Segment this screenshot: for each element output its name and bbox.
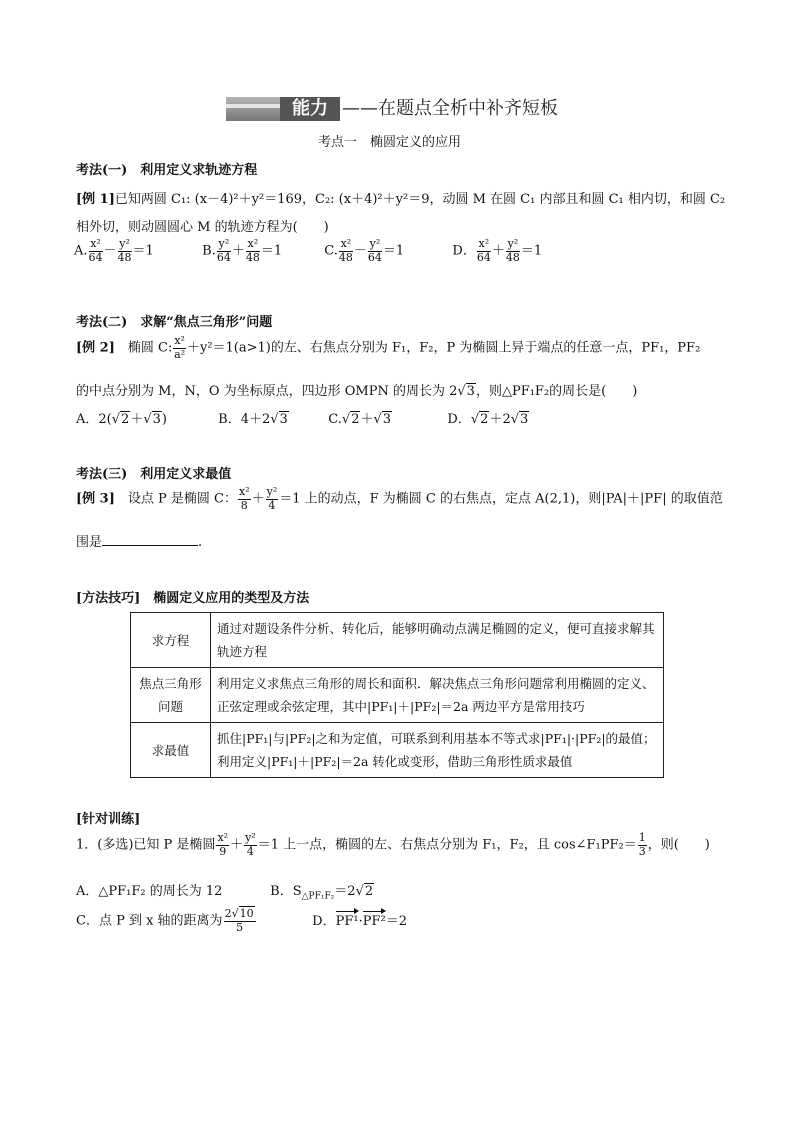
training-option-c: C．点 P 到 x 轴的距离为 $\frac{2√10}{5}$ — [76, 907, 254, 934]
banner-decoration — [226, 97, 280, 121]
example1-option-b: B. $\frac{\text{y²}}{64}$ ＋ $\frac{\text{x²}}{48}$ ＝1 — [202, 237, 283, 264]
training-option-d: D．PF¹·PF²＝2 — [312, 913, 407, 929]
method2-title: 考法(二) 求解“焦点三角形”问题 — [76, 315, 273, 330]
example2-option-c: C.√2＋√3 — [328, 412, 392, 427]
table-key: 求最值 — [131, 723, 211, 778]
section-title: 考点一 椭圆定义的应用 — [318, 135, 462, 150]
example2-line2: 的中点分别为 M，N，O 为坐标原点，四边形 OMPN 的周长为 2√3，则△PF₁F₂的周长是( ) — [76, 384, 638, 399]
example1-option-a: A. $\frac{\text{x²}}{64}$ － $\frac{\text{y²}}{48}$ ＝1 — [74, 237, 154, 264]
method1-title: 考法(一) 利用定义求轨迹方程 — [76, 163, 258, 178]
example2-option-d: D．√2＋2√3 — [447, 412, 529, 427]
methods-table — [130, 612, 664, 778]
answer-blank — [102, 533, 198, 546]
section-banner — [226, 97, 566, 121]
example2-option-b: B．4＋2√3 — [218, 412, 288, 427]
tips-title: [方法技巧] 椭圆定义应用的类型及方法 — [76, 591, 310, 606]
method3-title: 考法(三) 利用定义求最值 — [76, 467, 232, 482]
example2-label: [例 2] — [76, 340, 115, 356]
example1-option-c: C. $\frac{\text{x²}}{48}$ － $\frac{\text{y²}}{64}$ ＝1 — [324, 237, 405, 264]
table-value: 抓住|PF₁|与|PF₂|之和为定值，可联系到利用基本不等式求|PF₁|·|PF₂|的最值；利用定义|PF₁|＋|PF₂|＝2a 转化或变形，借助三角形性质求最值 — [211, 723, 664, 778]
example2-options — [76, 408, 529, 427]
table-row — [131, 668, 664, 723]
training-q1: 1．(多选)已知 P 是椭圆 $\frac{\text{x²}}{9}$ ＋ $\frac{\text{y²}}{4}$ ＝1 上一点，椭圆的左、右焦点分别为 F₁，F₂，且 cos∠F₁PF₂＝ $\frac{1}{3}$ ，则( ) — [76, 831, 710, 858]
training-option-b: B．$S_{\triangle PF_1F_2}=2√2$ — [270, 884, 374, 902]
example1-options — [74, 238, 542, 264]
banner-label: 能力 — [292, 98, 328, 119]
example3-line1: [例 3] 设点 P 是椭圆 C： $\frac{\text{x²}}{8}$ ＋ $\frac{\text{y²}}{4}$ ＝1 上的动点，F 为椭圆 C 的右焦点，定点 A(2,1)，则|PA|＋|PF| 的取值范 — [76, 485, 723, 512]
table-value: 通过对题设条件分析、转化后，能够明确动点满足椭圆的定义，便可直接求解其轨迹方程 — [211, 613, 664, 668]
table-value: 利用定义求焦点三角形的周长和面积．解决焦点三角形问题常利用椭圆的定义、正弦定理或余弦定理，其中|PF₁|＋|PF₂|＝2a 两边平方是常用技巧 — [211, 668, 664, 723]
example2-option-a: A．2(√2＋√3) — [76, 412, 167, 427]
example1-stem2: 相外切，则动圆圆心 M 的轨迹方程为( ) — [76, 220, 329, 235]
example2-line1: [例 2] 椭圆 C: $\frac{\text{x²}}{\text{a²}}$ ＋y²＝1(a>1)的左、右焦点分别为 F₁，F₂，P 为椭圆上异于端点的任意一点，PF₁，PF₂ — [76, 334, 701, 361]
example3-label: [例 3] — [76, 491, 115, 507]
training-title: [针对训练] — [76, 812, 141, 827]
table-row — [131, 613, 664, 668]
training-q1-options-ab — [76, 880, 374, 902]
example1-label: [例 1] — [76, 192, 115, 207]
table-key: 求方程 — [131, 613, 211, 668]
example1-line1 — [76, 188, 725, 207]
example3-line2: 围是 . — [76, 535, 203, 550]
banner-text: ——在题点全析中补齐短板 — [342, 98, 558, 119]
example1-stem1: 已知两圆 C₁: (x－4)²＋y²＝169，C₂: (x＋4)²＋y²＝9，动圆 M 在圆 C₁ 内部且和圆 C₁ 相内切，和圆 C₂ — [114, 192, 726, 207]
training-q1-options-cd — [76, 908, 407, 934]
training-option-a: A．△PF₁F₂ 的周长为 12 — [76, 884, 223, 899]
table-key: 焦点三角形问题 — [131, 668, 211, 723]
table-row — [131, 723, 664, 778]
example1-option-d: D． $\frac{\text{x²}}{64}$ ＋ $\frac{\text{y²}}{48}$ ＝1 — [452, 237, 543, 264]
